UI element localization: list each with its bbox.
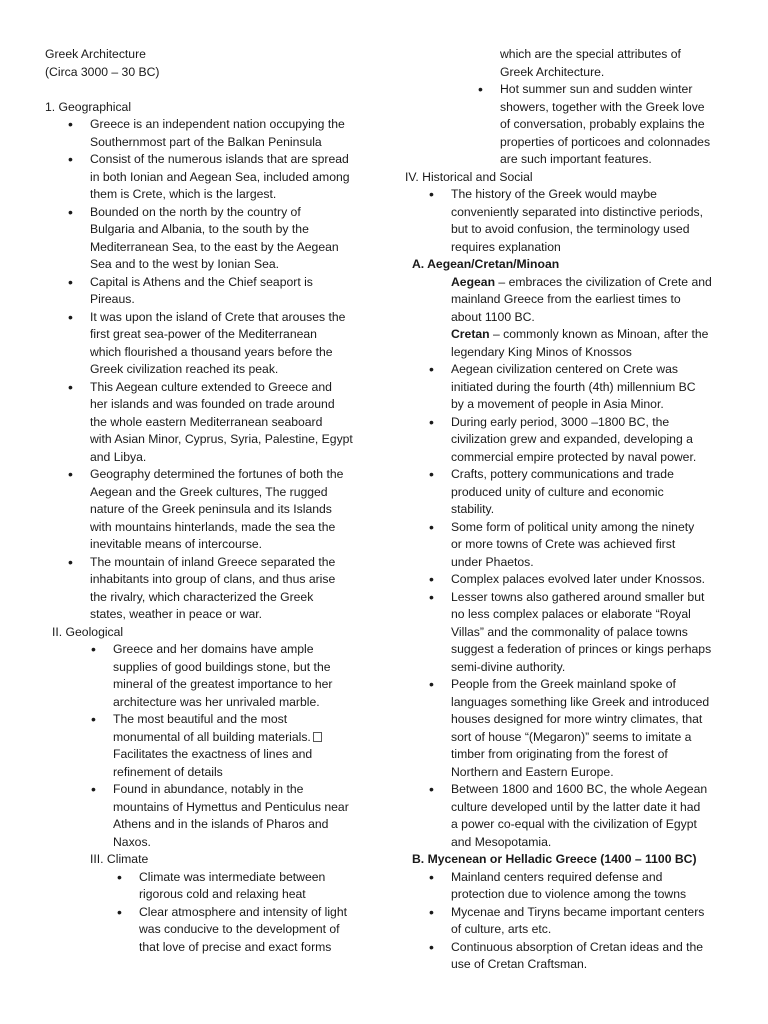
list-item-line: use of Cretan Craftsman. [451, 957, 588, 971]
list-item-line: of conversation, probably explains the [500, 117, 705, 131]
list-item-line: Mediterranean Sea, to the east by the Aegean [90, 239, 339, 254]
list-item-line: Naxos. [113, 834, 151, 849]
list-item-line: • It was upon the island of Crete that arouses the [90, 309, 346, 324]
definition-text: – commonly known as Minoan, after the [489, 327, 709, 341]
list-item-line: initiated during the fourth (4th) millennium BC [451, 379, 696, 394]
list-item-line: Pireaus. [90, 292, 135, 306]
list-item-line: • During early period, 3000 –1800 BC, the [451, 414, 670, 429]
list-item [451, 571, 735, 589]
list-item-line: Northern and Eastern Europe. [451, 764, 614, 779]
list-item-line: in both Ionian and Aegean Sea, included among [90, 169, 350, 184]
list-item [113, 711, 375, 781]
list-item-line: mineral of the greatest importance to her [113, 677, 333, 691]
list-item-line: that love of precise and exact forms [139, 939, 332, 954]
climate-list [45, 869, 375, 957]
list-item-line: sort of house “(Megaron)” seems to imitate a [451, 729, 692, 744]
list-item-line: mountains of Hymettus and Penticulus near [113, 799, 349, 814]
list-item-line: • Greece is an independent nation occupying the [90, 117, 345, 131]
list-item [451, 519, 735, 572]
list-item [90, 151, 375, 204]
definition-line [451, 326, 735, 344]
list-item-line: • Greece and her domains have ample [113, 642, 314, 656]
list-item-line: nature of the Greek peninsula and its Islands [90, 502, 332, 516]
list-item-line: • Consist of the numerous islands that are spread [90, 152, 349, 166]
list-item-line: no less complex palaces or elaborate “Royal [451, 607, 691, 621]
geographical-list [45, 116, 375, 624]
list-item-line: with Asian Minor, Cyprus, Syria, Palestine, Egypt [90, 432, 353, 446]
section-heading-geographical: 1. Geographical [45, 99, 132, 114]
list-item [451, 589, 735, 677]
list-item-line: the whole eastern Mediterranean seaboard [90, 414, 323, 429]
list-item [500, 81, 735, 169]
list-item-line: • Some form of political unity among the ninety [451, 519, 695, 534]
list-item-line: • Lesser towns also gathered around smaller but [451, 589, 705, 604]
list-item-line: • This Aegean culture extended to Greece and [90, 379, 332, 394]
list-item [139, 869, 375, 904]
list-item-line: • Capital is Athens and the Chief seaport is [90, 274, 313, 289]
list-item-line: Sea and to the west by Ionian Sea. [90, 257, 280, 271]
list-item-line: showers, together with the Greek love [500, 99, 705, 114]
list-item [451, 466, 735, 519]
definition-term: Cretan [451, 327, 490, 341]
list-item [90, 379, 375, 467]
definition-text: – embraces the civilization of Crete and [495, 274, 712, 289]
right-column [405, 46, 735, 974]
definition-line: mainland Greece from the earliest times to [451, 292, 681, 306]
document-title: Greek Architecture [45, 47, 146, 61]
list-item-line: houses designed for more wintry climates, that [451, 712, 703, 726]
list-item-line: • Bounded on the north by the country of [90, 204, 301, 219]
list-item-line: supplies of good buildings stone, but the [113, 659, 331, 674]
list-item-line: • Continuous absorption of Cretan ideas and the [451, 939, 704, 954]
list-item-line: properties of porticoes and colonnades [500, 134, 711, 149]
list-item-line: Greek civilization reached its peak. [90, 362, 279, 376]
list-item-line: • Crafts, pottery communications and trade [451, 467, 674, 481]
list-item-line: states, weather in peace or war. [90, 607, 263, 621]
section-heading-geological: II. Geological [52, 624, 124, 639]
subheading-aegean: A. Aegean/Cretan/Minoan [412, 257, 560, 271]
aegean-list [405, 361, 735, 851]
list-item-line: Athens and in the islands of Pharos and [113, 817, 329, 831]
list-item [90, 274, 375, 309]
left-column [45, 46, 375, 956]
list-item-line: culture developed until by the latter date it had [451, 799, 701, 814]
spacer [45, 81, 375, 99]
list-item [451, 676, 735, 781]
list-item-line: commercial empire protected by naval power. [451, 449, 697, 464]
list-item-line: was conducive to the development of [139, 922, 340, 936]
list-item [90, 554, 375, 624]
list-item-line: Aegean and the Greek cultures, The rugged [90, 484, 328, 499]
document-subtitle: (Circa 3000 – 30 BC) [45, 64, 160, 79]
cretan-definition [405, 326, 735, 361]
list-item [90, 204, 375, 274]
list-item-line: • Complex palaces evolved later under Knossos. [451, 572, 706, 586]
continued-line: which are the special attributes of [500, 47, 681, 61]
list-item-line: refinement of details [113, 764, 223, 779]
list-item-line: • Hot summer sun and sudden winter [500, 82, 693, 96]
list-item-line: timber from originating from the forest of [451, 747, 668, 761]
list-item [451, 414, 735, 467]
list-item-line: but to avoid confusion, the terminology used [451, 222, 690, 236]
list-item-line: with mountains hinterlands, made the sea the [90, 519, 336, 534]
list-item [451, 939, 735, 974]
list-item-line: are such important features. [500, 152, 652, 166]
list-item-line: Facilitates the exactness of lines and [113, 747, 313, 761]
list-item [451, 869, 735, 904]
climate-list-continued [500, 81, 735, 169]
list-item [451, 781, 735, 851]
list-item-line: produced unity of culture and economic [451, 484, 664, 499]
list-item-line: • The most beautiful and the most [113, 712, 288, 726]
list-item-line: • Geography determined the fortunes of both the [90, 467, 344, 481]
list-item-line: semi-divine authority. [451, 659, 566, 674]
list-item-line: and Libya. [90, 449, 147, 464]
list-item [90, 309, 375, 379]
list-item-line: by a movement of people in Asia Minor. [451, 397, 664, 411]
list-item [90, 116, 375, 151]
list-item-line: • Clear atmosphere and intensity of light [139, 904, 347, 919]
list-item-line: suggest a federation of princes or kings perhaps [451, 642, 712, 656]
list-item-line: Southernmost part of the Balkan Peninsula [90, 134, 322, 149]
mycenean-list [405, 869, 735, 974]
list-item-line: • The mountain of inland Greece separated the [90, 554, 336, 569]
list-item [451, 186, 735, 256]
list-item-line: inhabitants into group of clans, and thus arise [90, 572, 336, 586]
list-item-line: which flourished a thousand years before the [90, 344, 333, 359]
definition-term: Aegean [451, 274, 496, 289]
list-item-line: • People from the Greek mainland spoke of [451, 677, 676, 691]
climate-continued [405, 46, 735, 169]
list-item-line: a power co-equal with the civilization of Egypt [451, 817, 697, 831]
list-item-line: under Phaetos. [451, 554, 534, 569]
list-item-line: Bulgaria and Albania, to the south by the [90, 222, 309, 236]
aegean-definition [405, 274, 735, 327]
list-item-line: rigorous cold and relaxing heat [139, 887, 306, 901]
continued-line: Greek Architecture. [500, 64, 605, 79]
section-heading-historical: IV. Historical and Social [405, 169, 533, 184]
list-item-line: or more towns of Crete was achieved first [451, 537, 676, 551]
section-heading-climate: III. Climate [90, 852, 149, 866]
list-item-line: • Mainland centers required defense and [451, 869, 663, 884]
list-item-line: stability. [451, 502, 495, 516]
list-item-line: • Found in abundance, notably in the [113, 782, 304, 796]
list-item-line: inevitable means of intercourse. [90, 537, 263, 551]
list-item-line: architecture was her unrivaled marble. [113, 694, 320, 709]
historical-list [405, 186, 735, 256]
list-item-line: • Mycenae and Tiryns became important centers [451, 904, 705, 919]
list-item-line: Villas” and the commonality of palace towns [451, 624, 688, 639]
list-item-line: languages something like Greek and introduced [451, 694, 710, 709]
list-item-line: • The history of the Greek would maybe [451, 187, 657, 201]
list-item-line: • Climate was intermediate between [139, 869, 326, 884]
list-item-line: requires explanation [451, 239, 561, 254]
list-item-line: conveniently separated into distinctive periods, [451, 204, 704, 219]
list-item-line: civilization grew and expanded, developing a [451, 432, 693, 446]
list-item [139, 904, 375, 957]
missing-glyph-icon [313, 732, 322, 742]
list-item [451, 361, 735, 414]
list-item-line: • Between 1800 and 1600 BC, the whole Aegean [451, 782, 708, 796]
list-item [113, 641, 375, 711]
list-item-line: protection due to violence among the towns [451, 887, 687, 901]
definition-line: legendary King Minos of Knossos [451, 344, 632, 359]
list-item-line: and Mesopotamia. [451, 834, 552, 849]
list-item-line: of culture, arts etc. [451, 922, 552, 936]
list-item-line: them is Crete, which is the largest. [90, 187, 277, 201]
list-item-line: • Aegean civilization centered on Crete was [451, 362, 678, 376]
list-item-line: first great sea-power of the Mediterranean [90, 327, 317, 341]
list-item [90, 466, 375, 554]
subheading-mycenean: B. Mycenean or Helladic Greece (1400 – 1100 BC) [412, 852, 697, 866]
definition-line: about 1100 BC. [451, 309, 535, 324]
list-item-line: her islands and was founded on trade around [90, 397, 335, 411]
geological-list [45, 641, 375, 851]
list-item [113, 781, 375, 851]
list-item-line: monumental of all building materials. [113, 729, 311, 744]
list-item [451, 904, 735, 939]
definition-line [451, 274, 735, 292]
list-item-line: the rivalry, which characterized the Greek [90, 589, 314, 604]
